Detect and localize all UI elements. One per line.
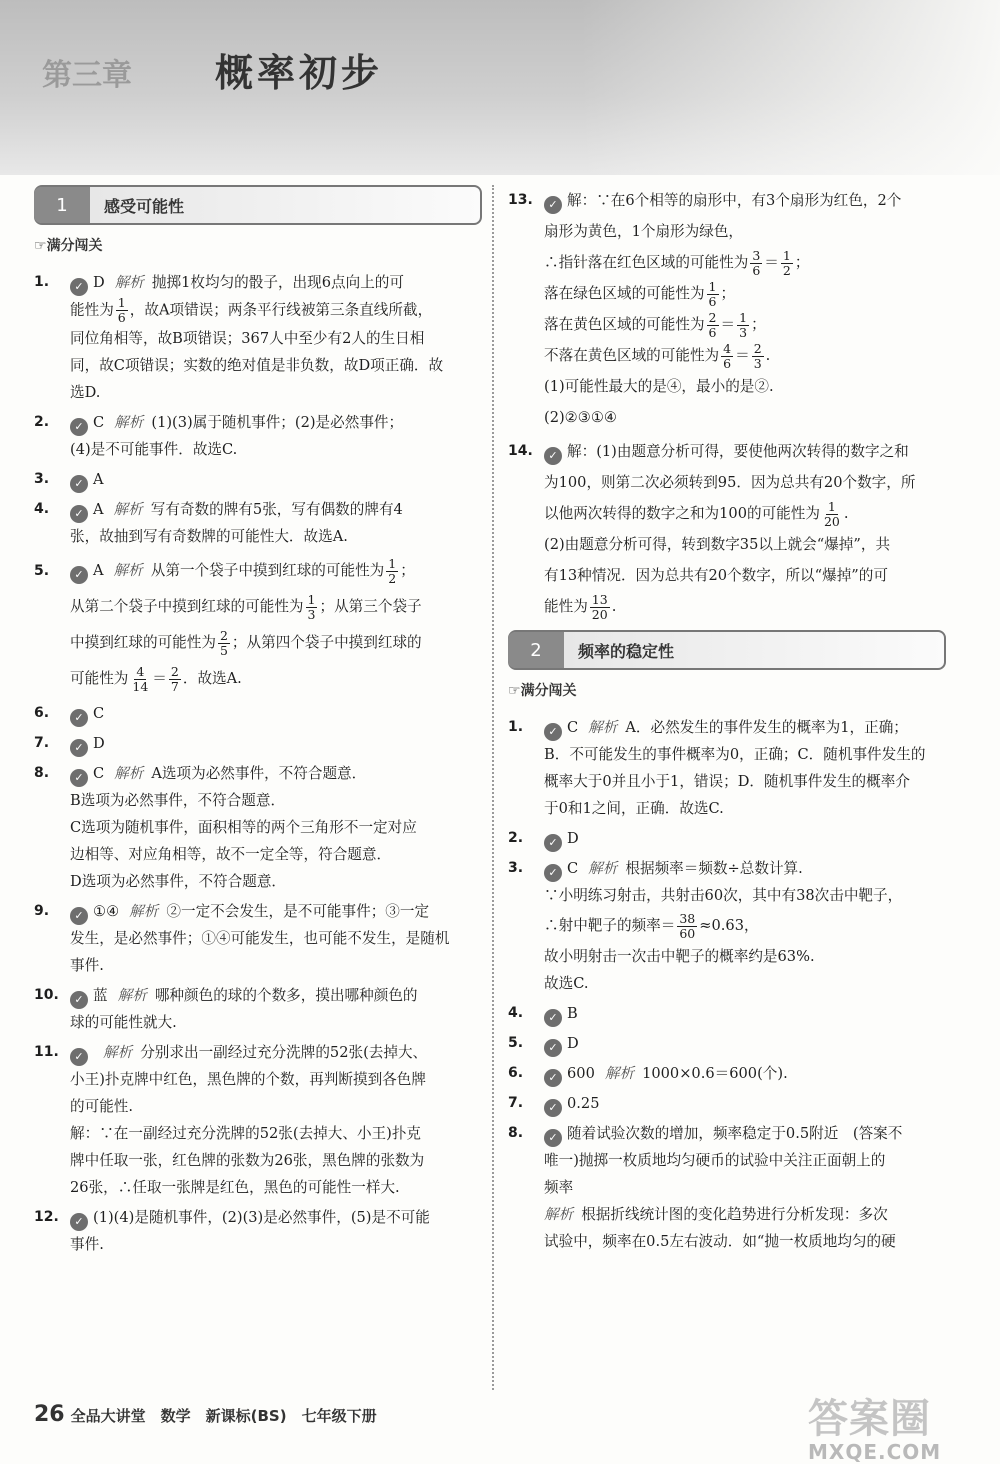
answer-item: 6. ✓ 600 解析 1000×0.6＝600(个). — [508, 1060, 946, 1087]
answer-icon: ✓ — [70, 505, 88, 523]
question-number: 5. — [508, 1035, 524, 1051]
answer-item: 4. ✓ A 解析 写有奇数的牌有5张，写有偶数的牌有4 张，故抽到写有奇数牌的可能性大．故选A. — [34, 496, 482, 550]
answer-item: 11. ✓ 解析 分别求出一副经过充分洗牌的52张(去掉大、 小王)扑克牌中红色，黑色牌的个数，再判断摸到各色牌 的可能性. 解：∵在一副经过充分洗牌的52张(去掉大、小王)扑克 牌中任取一张，红色牌的张数为26张，黑色牌的张数为 26张，∴任取一张牌是红色，黑色的可能性一样大. — [34, 1039, 482, 1201]
question-number: 7. — [508, 1095, 524, 1111]
answer-item: 2. ✓ D — [508, 825, 946, 852]
book-info: 全品大讲堂 数学 新课标(BS) 七年级下册 — [70, 1407, 377, 1425]
section-number: 1 — [34, 187, 90, 223]
section-header — [508, 630, 946, 670]
answer-item — [34, 269, 482, 406]
pointer-icon: ☞ — [34, 238, 47, 254]
answer-icon: ✓ — [70, 709, 88, 727]
chapter-label: 第三章 — [42, 58, 132, 93]
answer-icon: ✓ — [544, 1009, 562, 1027]
answer-item: 7. ✓ D — [34, 730, 482, 757]
answer-icon: ✓ — [70, 566, 88, 584]
answer-item: 6. ✓ C — [34, 700, 482, 727]
question-number: 12. — [34, 1209, 59, 1225]
section-number: 2 — [508, 632, 564, 668]
question-number: 13. — [508, 192, 533, 208]
answer-icon: ✓ — [70, 278, 88, 296]
answer-icon: ✓ — [544, 834, 562, 852]
answer-icon: ✓ — [70, 907, 88, 925]
answer-icon: ✓ — [70, 739, 88, 757]
chapter-title: 概率初步 — [215, 51, 384, 95]
answer-item: 3. ✓ A — [34, 466, 482, 493]
answer-item: 8. ✓ 随着试验次数的增加，频率稳定于0.5附近 (答案不 唯一)抛掷一枚质地均匀硬币的试验中关注正面朝上的 频率 解析 根据折线统计图的变化趋势进行分析发现：多次 试验中，频率在0.5左右波动．如“抛一枚质地均匀的硬 — [508, 1120, 946, 1255]
site-watermark: 答案圈 MXQE.COM — [808, 1396, 942, 1464]
answer-item: 13. ✓ 解：∵在6个相等的扇形中，有3个扇形为红色，2个 扇形为黄色，1个扇形为绿色， ∴指针落在红色区域的可能性为 $\frac{3}{6}$ ＝ $\frac{1}{2}$ ； 落在绿色区域的可能性为 $\frac{1}{6}$ ； 落在黄色区域的可能性为 $\frac{2}{6}$ ＝ $\frac{1}{3}$ ； 不落在黄色区域的可能性为 $\frac{4}{6}$ ＝ $\frac{2}{3}$ . (1)可能性最大的是④，最小的是②. (2)②③①④ — [508, 185, 946, 433]
answer-icon: ✓ — [70, 1048, 88, 1066]
answer-icon: ✓ — [544, 864, 562, 882]
answer-icon: ✓ — [70, 475, 88, 493]
question-number: 14. — [508, 443, 533, 459]
question-number: 2. — [508, 830, 524, 846]
question-number: 1. — [34, 274, 50, 290]
answer-icon: ✓ — [544, 1129, 562, 1147]
question-number: 3. — [34, 471, 50, 487]
page-number: 26 — [34, 1402, 65, 1427]
question-number: 7. — [34, 735, 50, 751]
answer-item: 8. ✓ C 解析 A选项为必然事件，不符合题意． B选项为必然事件，不符合题意． C选项为随机事件，面积相等的两个三角形不一定对应 边相等、对应角相等，故不一定全等，符合题意． D选项为必然事件，不符合题意． — [34, 760, 482, 895]
question-number: 11. — [34, 1044, 59, 1060]
pointer-icon: ☞ — [508, 683, 521, 699]
answer-icon: ✓ — [70, 418, 88, 436]
answer-item: 12. ✓ (1)(4)是随机事件，(2)(3)是必然事件，(5)是不可能 事件. — [34, 1204, 482, 1258]
answer-icon: ✓ — [70, 991, 88, 1009]
answer-body: ✓ D 解析 抛掷1枚均匀的骰子，出现6点向上的可 能性为 $\frac{1}{6}$ ，故A项错误；两条平行线被第三条直线所截， 同位角相等，故B项错误；367人中至少有2人的生日相 同，故C项错误；实数的绝对值是非负数，故D项正确．故 选D. — [70, 274, 444, 401]
question-number: 4. — [34, 501, 50, 517]
question-number: 2. — [34, 414, 50, 430]
question-number: 3. — [508, 860, 524, 876]
chapter-header — [0, 0, 1000, 175]
left-column — [34, 185, 482, 1261]
answer-item: 5. ✓ A 解析 从第一个袋子中摸到红球的可能性为 $\frac{1}{2}$ ； 从第二个袋子中摸到红球的可能性为 $\frac{1}{3}$ ；从第三个袋子 中摸到红球的可能性为 $\frac{2}{5}$ ；从第四个袋子中摸到红球的 可能性为 $\frac{4}{14}$ ＝ $\frac{2}{7}$ ．故选A. — [34, 553, 482, 697]
section-title: 频率的稳定性 — [578, 641, 675, 661]
column-divider — [492, 185, 494, 1390]
answer-item: 9. ✓ ①④ 解析 ②一定不会发生，是不可能事件；③一定 发生，是必然事件；①④可能发生，也可能不发生，是随机 事件. — [34, 898, 482, 979]
header-fade — [580, 0, 1000, 175]
answer-icon: ✓ — [544, 1039, 562, 1057]
answer-item: 1. ✓ C 解析 A．必然发生的事件发生的概率为1，正确； B．不可能发生的事件概率为0，正确；C．随机事件发生的 概率大于0并且小于1，错误；D．随机事件发生的概率介 于0和1之间，正确．故选C. — [508, 714, 946, 822]
section-title: 感受可能性 — [104, 196, 185, 216]
sub-heading: ☞满分闯关 — [34, 238, 103, 254]
question-number: 4. — [508, 1005, 524, 1021]
right-column — [508, 185, 946, 1258]
answer-icon: ✓ — [544, 723, 562, 741]
answer-item: 7. ✓ 0.25 — [508, 1090, 946, 1117]
answer-icon: ✓ — [544, 1069, 562, 1087]
answer-icon: ✓ — [544, 447, 562, 465]
question-number: 10. — [34, 987, 59, 1003]
question-number: 5. — [34, 563, 50, 579]
question-number: 1. — [508, 719, 524, 735]
answer-item: 10. ✓ 蓝 解析 哪种颜色的球的个数多，摸出哪种颜色的 球的可能性就大. — [34, 982, 482, 1036]
question-number: 9. — [34, 903, 50, 919]
fraction: $\frac{1}{6}$ — [117, 295, 126, 325]
answer-icon: ✓ — [70, 1213, 88, 1231]
answer-item: 2. ✓ C 解析 (1)(3)属于随机事件；(2)是必然事件； (4)是不可能事件．故选C. — [34, 409, 482, 463]
answer-item: 5. ✓ D — [508, 1030, 946, 1057]
answer-icon: ✓ — [544, 1099, 562, 1117]
question-number: 6. — [508, 1065, 524, 1081]
section-header — [34, 185, 482, 225]
sub-heading: ☞满分闯关 — [508, 683, 577, 699]
question-number: 6. — [34, 705, 50, 721]
answer-icon: ✓ — [544, 196, 562, 214]
answer-icon: ✓ — [70, 769, 88, 787]
question-number: 8. — [34, 765, 50, 781]
question-number: 8. — [508, 1125, 524, 1141]
page-footer — [34, 1402, 377, 1427]
answer-item: 4. ✓ B — [508, 1000, 946, 1027]
answer-item: 3. ✓ C 解析 根据频率＝频数÷总数计算. ∵小明练习射击，共射击60次，其中有38次击中靶子， ∴射中靶子的频率＝ $\frac{38}{60}$ ≈0.63， 故小明射击一次击中靶子的概率约是63%. 故选C. — [508, 855, 946, 997]
answer-item: 14. ✓ 解：(1)由题意分析可得，要使他两次转得的数字之和 为100，则第二次必须转到95．因为总共有20个数字，所 以他两次转得的数字之和为100的可能性为 $\frac{1}{20}$ . (2)由题意分析可得，转到数字35以上就会“爆掉”，共 有13种情况．因为总共有20个数字，所以“爆掉”的可 能性为 $\frac{13}{20}$ . — [508, 436, 946, 622]
